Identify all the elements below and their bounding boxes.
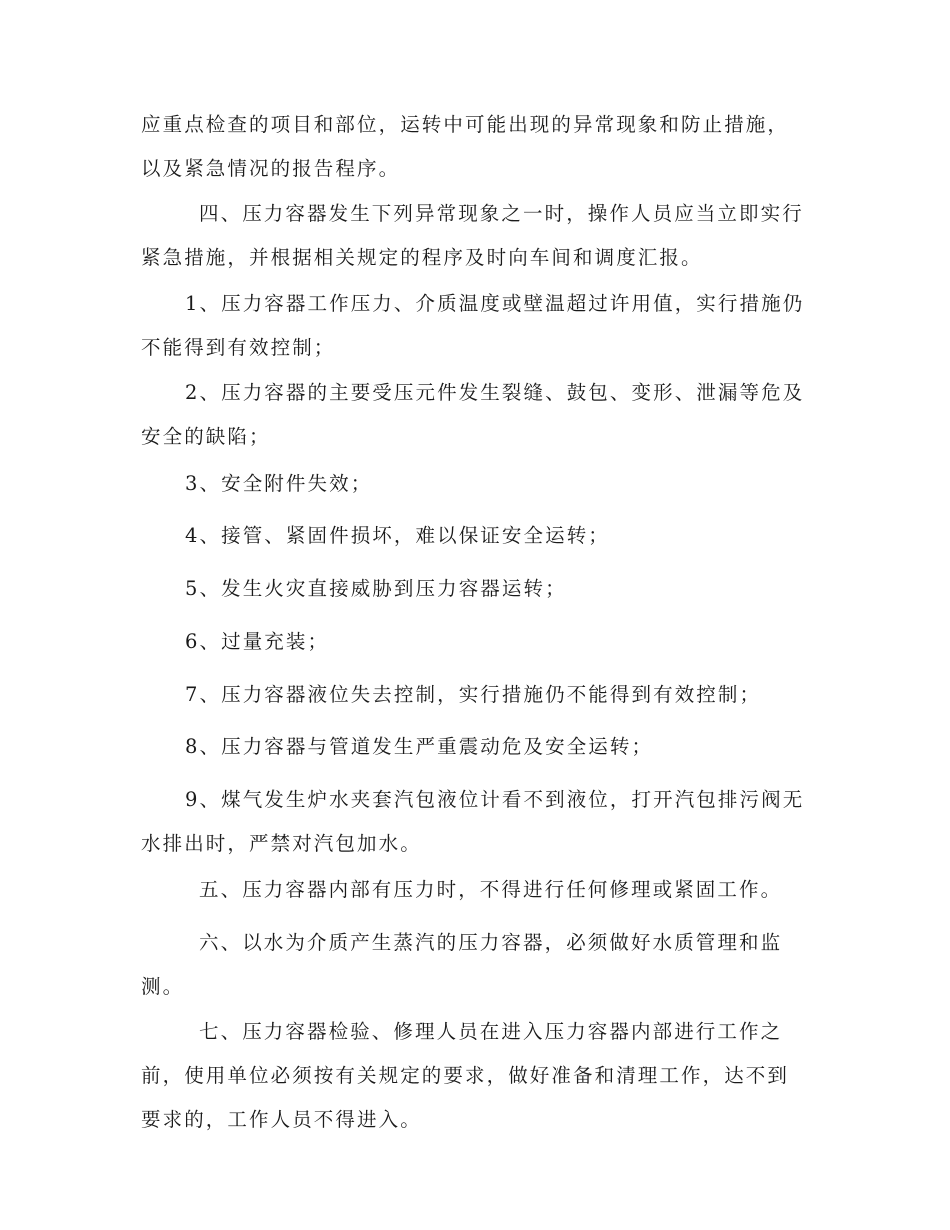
text-line: 水排出时，严禁对汽包加水。 (141, 832, 422, 855)
text-line: 8、压力容器与管道发生严重震动危及安全运转； (185, 735, 654, 758)
text-line: 五、压力容器内部有压力时，不得进行任何修理或紧固工作。 (199, 878, 783, 901)
paragraph-section-4 (141, 192, 821, 280)
list-item-3 (141, 462, 821, 506)
paragraph-inspection-items (141, 103, 821, 191)
list-item-6 (141, 620, 821, 664)
text-line: 前，使用单位必须按有关规定的要求，做好准备和清理工作，达不到 (141, 1064, 790, 1087)
text-line: 1、压力容器工作压力、介质温度或壁温超过许用值，实行措施仍 (185, 292, 805, 315)
text-line: 应重点检查的项目和部位，运转中可能出现的异常现象和防止措施， (141, 113, 790, 136)
text-line: 5、发生火灾直接威胁到压力容器运转； (185, 577, 567, 600)
text-line: 六、以水为介质产生蒸汽的压力容器，必须做好水质管理和监 (199, 931, 783, 954)
text-line: 测。 (141, 975, 185, 998)
list-item-9 (141, 778, 821, 866)
list-item-4 (141, 514, 821, 558)
text-line: 2、压力容器的主要受压元件发生裂缝、鼓包、变形、泄漏等危及 (185, 381, 805, 404)
list-item-5 (141, 567, 821, 611)
paragraph-section-6 (141, 921, 821, 1009)
text-line: 4、接管、紧固件损坏，难以保证安全运转； (185, 524, 610, 547)
text-line: 9、煤气发生炉水夹套汽包液位计看不到液位，打开汽包排污阀无 (185, 788, 805, 811)
text-line: 不能得到有效控制； (141, 336, 336, 359)
text-line: 3、安全附件失效； (185, 472, 373, 495)
text-line: 6、过量充装； (185, 630, 330, 653)
text-line: 四、压力容器发生下列异常现象之一时，操作人员应当立即实行 (199, 202, 804, 225)
paragraph-section-7 (141, 1010, 821, 1142)
list-item-1 (141, 282, 821, 370)
text-line: 安全的缺陷； (141, 425, 271, 448)
list-item-8 (141, 725, 821, 769)
text-line: 紧急措施，并根据相关规定的程序及时向车间和调度汇报。 (141, 246, 703, 269)
list-item-2 (141, 371, 821, 459)
list-item-7 (141, 673, 821, 717)
text-line: 要求的，工作人员不得进入。 (141, 1108, 422, 1131)
paragraph-section-5 (141, 868, 821, 912)
text-line: 七、压力容器检验、修理人员在进入压力容器内部进行工作之 (199, 1020, 783, 1043)
text-line: 7、压力容器液位失去控制，实行措施仍不能得到有效控制； (185, 683, 762, 706)
text-line: 以及紧急情况的报告程序。 (141, 157, 401, 180)
